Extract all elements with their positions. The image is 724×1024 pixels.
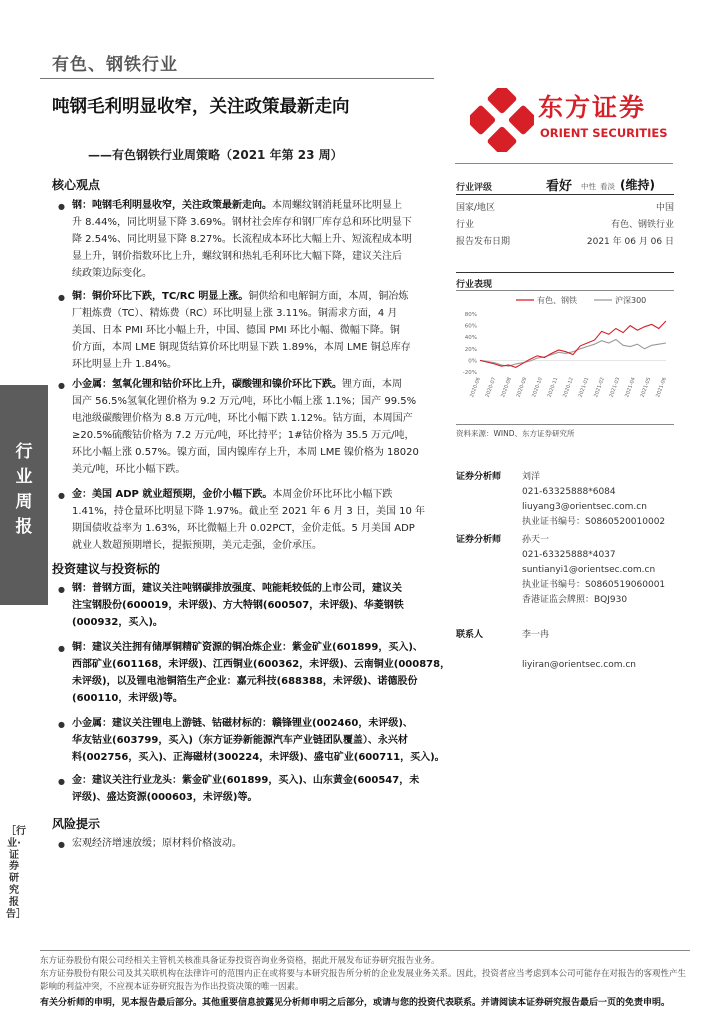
x-tick-label: 2021-02 <box>593 376 606 399</box>
disclaimer-1: 东方证券股份有限公司经相关主管机关核准具备证券投资咨询业务资格，据此开展发布证券研究报告业务。 <box>40 956 440 966</box>
invest-bullet-line: (000932，买入)。 <box>72 617 163 628</box>
perf-rule <box>456 290 674 291</box>
right-divider <box>455 163 673 164</box>
core-bullet-line: 环比明显上升 1.84%。 <box>72 359 177 370</box>
core-bullet-line: ≥20.5%硫酸钴价格为 7.2 万元/吨，环比持平；1#钴价格为 35.5 万元/吨， <box>72 430 415 441</box>
core-bullet <box>72 197 434 282</box>
rating-row-key: 报告发布日期 <box>456 237 511 247</box>
logo-text-cn: 东方证券 <box>538 93 647 122</box>
x-tick-label: 2021-01 <box>577 376 591 399</box>
rating-option-neutral: 中性 <box>581 182 596 191</box>
disclaimer-2: 东方证券股份有限公司及其关联机构在法律许可的范围内正在或将要与本研究报告所分析的企业发展业务关系。因此，投资者应当考虑到本公司可能存在对报告的客观性产生影响的利益冲突，不应视本证券研究报告为作出投资决策的唯一因素。 <box>40 969 687 992</box>
footer-divider <box>40 950 690 951</box>
invest-bullet <box>72 639 451 707</box>
invest-bullet-dot: ● <box>58 585 65 594</box>
series-line <box>480 340 666 367</box>
core-bullet-line: 环比小幅上涨 0.57%。镍方面，国内镍库存上升，本周 LME 镍价格为 18020 <box>72 447 419 458</box>
analyst-name: 孙天一 <box>522 535 550 545</box>
industry-performance-chart <box>456 292 674 422</box>
analyst-line: liyiran@orientsec.com.cn <box>522 660 636 670</box>
core-bullet <box>72 376 434 478</box>
x-tick-label: 2020-07 <box>484 376 498 399</box>
y-tick-label: 40% <box>464 335 477 342</box>
y-tick-label: 0% <box>468 358 477 365</box>
y-tick-label: 60% <box>464 323 477 330</box>
chart-source: 资料来源：WIND、东方证券研究所 <box>456 429 575 438</box>
rating-row-key: 行业 <box>456 220 475 230</box>
analyst-line: 执业证书编号：S0860520010002 <box>522 517 666 527</box>
core-bullet-lead: 钢：吨钢毛利明显收窄，关注政策最新走向。 <box>72 200 272 211</box>
analyst-role: 证券分析师 <box>456 535 502 545</box>
analyst-name: 李一冉 <box>522 630 550 640</box>
invest-bullet-line: 华友钴业(603799，买入)（东方证券新能源汽车产业链团队覆盖）、永兴材 <box>72 735 408 746</box>
core-bullet-line: 续政策边际变化。 <box>72 268 152 279</box>
sidebar-tag-char: 周 <box>15 492 33 512</box>
invest-bullet-dot: ● <box>58 777 65 786</box>
invest-bullet <box>72 772 434 806</box>
invest-bullet-dot: ● <box>58 644 65 653</box>
core-bullet-text: 本周螺纹钢消耗量环比明显上 <box>272 200 402 211</box>
sidebar-tag <box>0 440 48 540</box>
x-tick-label: 2020-10 <box>531 376 544 399</box>
legend-label: 沪深300 <box>615 296 647 305</box>
sidebar-tag-char: 业 <box>15 467 33 487</box>
core-bullet-lead: 小金属：氢氧化锂和钴价环比上升，碳酸锂和镍价环比下跌。 <box>72 379 342 390</box>
risk-bullet-dot: ● <box>58 840 65 849</box>
risk-text: 宏观经济增速放缓；原材料价格波动。 <box>72 838 242 849</box>
y-tick-label: 20% <box>464 346 477 353</box>
rating-option-bearish: 看淡 <box>600 182 615 191</box>
invest-bullet <box>72 715 445 766</box>
analyst-role: 证券分析师 <box>456 472 502 482</box>
rating-row-value: 2021 年 06 月 06 日 <box>586 237 674 247</box>
invest-bullet-line: 料(002756，买入)、正海磁材(300224，未评级)、盛屯矿业(600711，买入)。 <box>72 752 445 763</box>
analyst-role: 联系人 <box>456 630 484 640</box>
core-bullet-line: 电池级碳酸锂价格为 8.8 万元/吨，环比小幅下跌 1.12%。钴方面，本周国产 <box>72 413 413 424</box>
x-tick-label: 2021-05 <box>639 376 653 399</box>
x-tick-label: 2020-08 <box>500 376 513 399</box>
invest-bullet-line: 西部矿业(601168，未评级)、江西铜业(600362，未评级)、云南铜业(000878， <box>72 659 451 670</box>
core-bullet-line: 期国债收益率为 1.63%，环比微幅上升 0.02PCT，金价走低。5 月美国 ADP <box>72 523 415 534</box>
rating-row-value: 有色、钢铁行业 <box>610 220 674 230</box>
x-tick-label: 2020-12 <box>562 376 575 399</box>
analyst-line: 021-63325888*6084 <box>522 487 616 497</box>
invest-bullet-line: 小金属：建议关注锂电上游链、钴磁材标的：赣锋锂业(002460，未评级)、 <box>72 718 413 729</box>
analyst-name: 刘洋 <box>522 472 541 482</box>
perf-bottom-rule <box>456 424 674 425</box>
sidebar-vertical-label: ［行业·证券研究报告］ <box>6 826 26 920</box>
core-bullet-text: 本周金价环比环比小幅下跌 <box>272 489 393 500</box>
core-bullet <box>72 486 434 554</box>
sidebar-tag-char: 行 <box>15 442 33 462</box>
core-bullet-line: 国产 56.5%氢氧化锂价格为 9.2 万元/吨，环比小幅上涨 1.1%；国产 99.5% <box>72 396 417 407</box>
invest-bullet-line: 未评级)，以及锂电池铜箔生产企业：嘉元科技(688388，未评级)、诺德股份 <box>72 676 418 687</box>
invest-bullet-dot: ● <box>58 720 65 729</box>
x-tick-label: 2021-04 <box>624 376 637 399</box>
x-tick-label: 2021-06 <box>655 376 668 399</box>
core-bullet <box>72 288 434 373</box>
rating-label: 行业评级 <box>456 183 493 193</box>
core-bullet-line: 美国、日本 PMI 环比小幅上升，中国、德国 PMI 环比小幅、微幅下降。铜 <box>72 325 400 336</box>
invest-bullet <box>72 580 434 631</box>
core-bullet-dot: ● <box>58 293 65 302</box>
invest-heading: 投资建议与投资标的 <box>52 562 161 576</box>
core-bullet-line: 就业人数超预期增长，提振预期，美元走强，金价承压。 <box>72 540 322 551</box>
core-bullet-line: 价方面，本周 LME 铜现货结算价环比明显下跌 1.89%，本周 LME 铜总库存 <box>72 342 411 353</box>
logo-text-en: ORIENT SECURITIES <box>540 126 668 140</box>
core-bullet-line: 厂粗炼费（TC）、精炼费（RC）环比明显上涨 3.11%。铜需求方面，4 月 <box>72 308 398 319</box>
header-divider <box>40 78 434 79</box>
rating-row-key: 国家/地区 <box>456 203 496 213</box>
analyst-line: 执业证书编号：S0860519060001 <box>522 580 666 590</box>
x-tick-label: 2020-11 <box>546 376 560 399</box>
core-bullet-line <box>72 376 434 393</box>
x-tick-label: 2020-06 <box>469 376 482 399</box>
core-bullet-line: 显上升，钢价指数环比上升，螺纹钢和热轧毛利环比大幅下降，建议关注后 <box>72 251 402 262</box>
analyst-line: liuyang3@orientsec.com.cn <box>522 502 647 512</box>
core-bullet-line <box>72 197 434 214</box>
core-bullet-text: 铜供给和电解铜方面，本周，铜冶炼 <box>248 291 409 302</box>
x-tick-label: 2021-03 <box>608 376 622 399</box>
core-heading: 核心观点 <box>52 178 101 192</box>
rating-row-value: 中国 <box>655 203 674 213</box>
core-bullet-line: 美元/吨，环比小幅下跌。 <box>72 464 186 475</box>
core-bullet-line <box>72 486 434 503</box>
rating-hold: (维持) <box>620 178 655 192</box>
y-tick-label: -20% <box>462 370 477 376</box>
analyst-line: 021-63325888*4037 <box>522 550 616 560</box>
core-bullet-lead: 金：美国 ADP 就业超预期，金价小幅下跌。 <box>72 489 273 500</box>
core-bullet-line: 升 8.44%，同比明显下降 3.69%。钢材社会库存和钢厂库存总和环比明显下 <box>72 217 412 228</box>
invest-bullet-line: 注宝钢股份(600019，未评级)、方大特钢(600507，未评级)、华菱钢铁 <box>72 600 404 611</box>
core-bullet-dot: ● <box>58 202 65 211</box>
x-tick-label: 2020-09 <box>515 376 529 399</box>
report-subtitle: ——有色钢铁行业周策略（2021 年第 23 周） <box>88 148 343 162</box>
rating-value: 看好 <box>546 179 573 194</box>
risk-heading: 风险提示 <box>52 817 101 831</box>
sidebar-tag-char: 报 <box>15 517 33 537</box>
legend-label: 有色、钢铁 <box>537 296 577 305</box>
core-bullet-dot: ● <box>58 381 65 390</box>
core-bullet-line <box>72 288 434 305</box>
report-title: 吨钢毛利明显收窄，关注政策最新走向 <box>52 97 350 117</box>
invest-bullet-line: 铜：建议关注拥有储厚铜精矿资源的铜冶炼企业：紫金矿业(601899，买入)、 <box>72 642 423 653</box>
perf-label: 行业表现 <box>456 280 493 290</box>
core-bullet-dot: ● <box>58 491 65 500</box>
invest-bullet-line: 评级)、盛达资源(000603，未评级)等。 <box>72 792 258 803</box>
orient-logo-icon <box>470 88 534 152</box>
core-bullet-lead: 铜：铜价环比下跌，TC/RC 明显上涨。 <box>72 291 249 302</box>
perf-top-rule <box>456 272 674 273</box>
core-bullet-text: 锂方面，本周 <box>342 379 402 390</box>
invest-bullet-line: 钢：普钢方面，建议关注吨钢碳排放强度、吨能耗较低的上市公司，建议关 <box>72 583 402 594</box>
analyst-line: 香港证监会牌照：BQJ930 <box>522 595 628 605</box>
invest-bullet-line: 金：建议关注行业龙头：紫金矿业(601899，买入)、山东黄金(600547，未 <box>72 775 420 786</box>
y-tick-label: 80% <box>464 312 477 318</box>
analyst-line: suntianyi1@orientsec.com.cn <box>522 565 656 575</box>
industry-label: 有色、钢铁行业 <box>52 55 178 75</box>
disclaimer-3: 有关分析师的申明，见本报告最后部分。其他重要信息披露见分析师申明之后部分，或请与您的投资代表联系。并请阅读本证券研究报告最后一页的免责申明。 <box>40 998 671 1008</box>
core-bullet-line: 1.41%，持仓量环比明显下降 1.97%。截止至 2021 年 6 月 3 日，美国 10 年 <box>72 506 426 517</box>
core-bullet-line: 降 2.54%、同比明显下降 8.27%。长流程成本环比大幅上升、短流程成本明 <box>72 234 412 245</box>
invest-bullet-line: (600110，未评级)等。 <box>72 693 183 704</box>
rating-rule <box>456 194 674 195</box>
